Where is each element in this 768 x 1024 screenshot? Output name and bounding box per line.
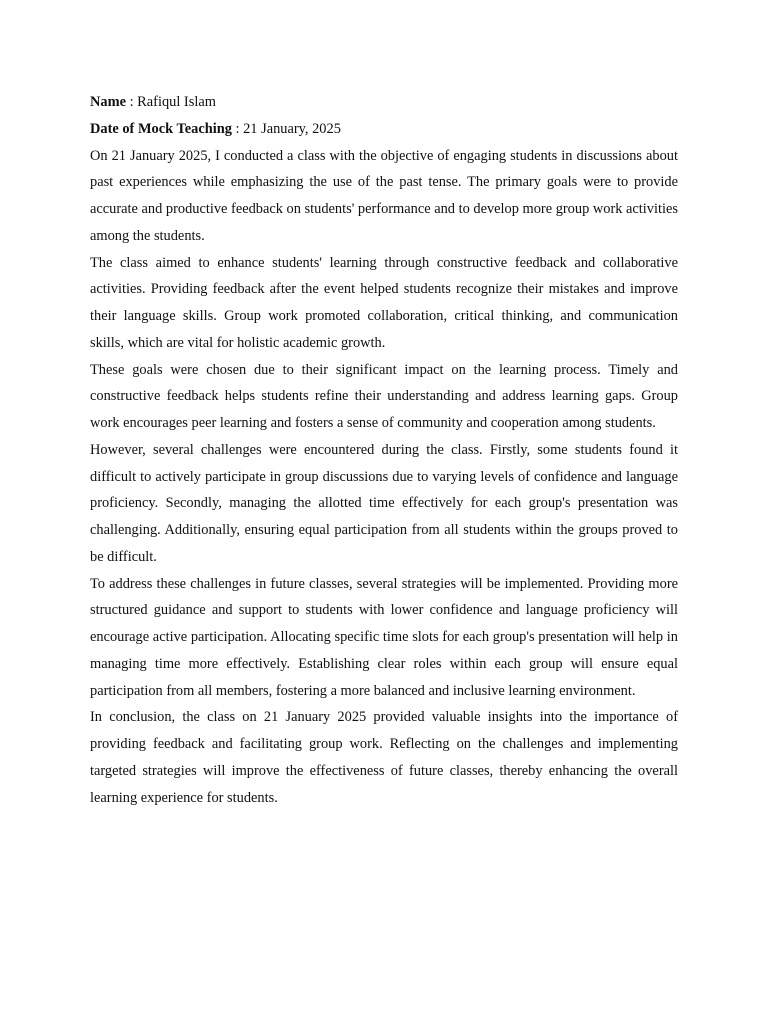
name-value: Rafiqul Islam	[137, 94, 216, 110]
paragraph-aims: The class aimed to enhance students' learning through constructive feedback and collaborative activities. Providing feedback after the event helped students recognize their mistakes and improve their language skills. Group work promoted collaboration, critical thinking, and communication skills, which are vital for holistic academic growth.	[90, 254, 678, 351]
paragraph-rationale: These goals were chosen due to their significant impact on the learning process. Timely and constructive feedback helps students refine their understanding and address learning gaps. Group work encourages peer learning and fosters a sense of community and cooperation among students.	[90, 361, 678, 431]
date-separator: :	[231, 120, 244, 137]
name-line	[90, 89, 678, 116]
paragraph-conclusion: In conclusion, the class on 21 January 2025 provided valuable insights into the importance of providing feedback and facilitating group work. Reflecting on the challenges and implementing targeted strategies will improve the effectiveness of future classes, thereby enhancing the overall learning experience for students.	[90, 709, 678, 806]
paragraph-strategies: To address these challenges in future classes, several strategies will be implemented. Providing more structured guidance and support to students with lower confidence and language proficiency will encourage active participation. Allocating specific time slots for each group's presentation will help in managing time more effectively. Establishing clear roles within each group will ensure equal participation from all members, fostering a more balanced and inclusive learning environment.	[90, 575, 678, 699]
name-separator: :	[125, 94, 138, 110]
document-body	[90, 89, 678, 811]
date-value: 21 January, 2025	[243, 120, 341, 137]
date-line	[90, 116, 678, 143]
paragraph-objective: On 21 January 2025, I conducted a class with the objective of engaging students in discussions about past experiences while emphasizing the use of the past tense. The primary goals were to provide accurate and productive feedback on students' performance and to develop more group work activities among the students.	[90, 147, 678, 244]
name-label: Name	[90, 94, 126, 110]
date-label: Date of Mock Teaching	[90, 120, 232, 137]
paragraph-challenges: However, several challenges were encountered during the class. Firstly, some students found it difficult to actively participate in group discussions due to varying levels of confidence and language proficiency. Secondly, managing the allotted time effectively for each group's presentation was challenging. Additionally, ensuring equal participation from all students within the groups proved to be difficult.	[90, 441, 678, 565]
